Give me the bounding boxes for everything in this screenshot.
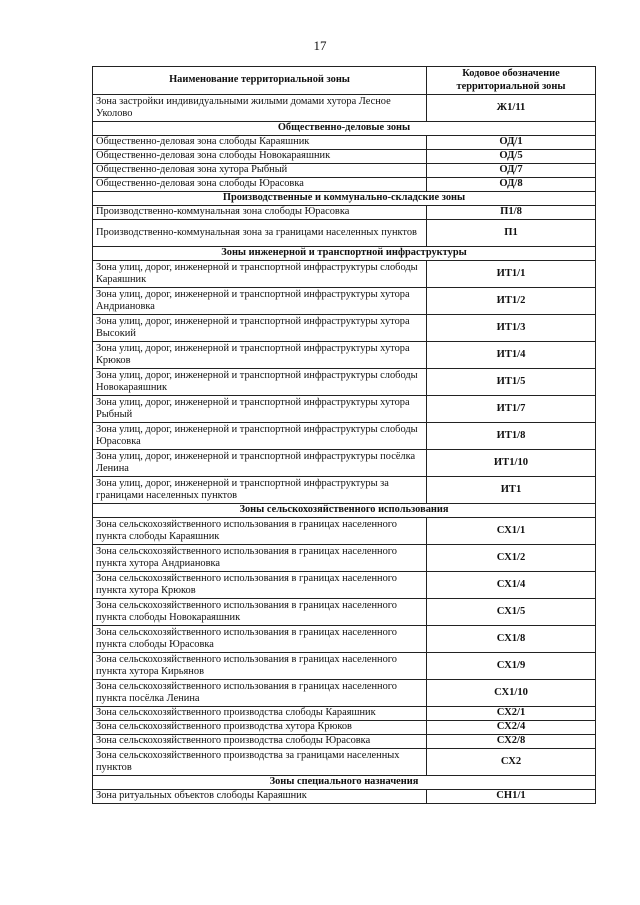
section-row — [93, 776, 596, 790]
table-header-row — [93, 67, 596, 95]
zone-code-cell: ИТ1/4 — [427, 342, 596, 369]
table-row — [93, 220, 596, 247]
zone-name-cell: Общественно-деловая зона слободы Караяшник — [93, 136, 427, 150]
zone-code-cell: ОД/7 — [427, 164, 596, 178]
zone-code-cell: СХ1/2 — [427, 545, 596, 572]
zone-name-cell: Общественно-деловая зона слободы Юрасовка — [93, 178, 427, 192]
zone-name-cell: Зона сельскохозяйственного использования в границах населенного пункта хутора Крюков — [93, 572, 427, 599]
section-row — [93, 504, 596, 518]
zone-name-cell: Зона сельскохозяйственного использования в границах населенного пункта слободы Караяшник — [93, 518, 427, 545]
zone-code-cell: ИТ1/5 — [427, 369, 596, 396]
section-title: Зоны сельскохозяйственного использования — [93, 504, 596, 518]
zone-name-cell: Зона улиц, дорог, инженерной и транспортной инфраструктуры хутора Высокий — [93, 315, 427, 342]
zone-name-cell: Зона сельскохозяйственного производства слободы Караяшник — [93, 707, 427, 721]
table-row — [93, 369, 596, 396]
zone-code-cell: ОД/1 — [427, 136, 596, 150]
zone-code-cell: СХ1/8 — [427, 626, 596, 653]
zone-code-cell: ИТ1 — [427, 477, 596, 504]
table-row — [93, 653, 596, 680]
zone-name-cell: Зона сельскохозяйственного использования в границах населенного пункта посёлка Ленина — [93, 680, 427, 707]
zone-code-cell: ИТ1/2 — [427, 288, 596, 315]
zone-name-cell: Зона улиц, дорог, инженерной и транспортной инфраструктуры за границами населенных пунктов — [93, 477, 427, 504]
header-zone-name: Наименование территориальной зоны — [93, 67, 427, 95]
table-row — [93, 450, 596, 477]
zone-name-cell: Зона улиц, дорог, инженерной и транспортной инфраструктуры хутора Рыбный — [93, 396, 427, 423]
table-row — [93, 164, 596, 178]
zone-code-cell: ИТ1/7 — [427, 396, 596, 423]
table-row — [93, 735, 596, 749]
zone-code-cell: СН1/1 — [427, 790, 596, 804]
section-title: Зоны инженерной и транспортной инфраструктуры — [93, 247, 596, 261]
zone-name-cell: Общественно-деловая зона слободы Новокараяшник — [93, 150, 427, 164]
table-row — [93, 518, 596, 545]
table-row — [93, 261, 596, 288]
table-row — [93, 95, 596, 122]
zone-name-cell: Зона сельскохозяйственного использования в границах населенного пункта слободы Новокараяшник — [93, 599, 427, 626]
table-row — [93, 136, 596, 150]
zone-name-cell: Производственно-коммунальная зона слободы Юрасовка — [93, 206, 427, 220]
zone-code-cell: СХ1/10 — [427, 680, 596, 707]
table-row — [93, 315, 596, 342]
zone-name-cell: Зона сельскохозяйственного производства за границами населенных пунктов — [93, 749, 427, 776]
table-row — [93, 178, 596, 192]
header-zone-code: Кодовое обозначение территориальной зоны — [427, 67, 596, 95]
zone-code-cell: ОД/5 — [427, 150, 596, 164]
zone-name-cell: Зона улиц, дорог, инженерной и транспортной инфраструктуры хутора Андриановка — [93, 288, 427, 315]
zone-name-cell: Зона улиц, дорог, инженерной и транспортной инфраструктуры слободы Новокараяшник — [93, 369, 427, 396]
table-row — [93, 477, 596, 504]
zone-name-cell: Зона сельскохозяйственного использования в границах населенного пункта хутора Кирьянов — [93, 653, 427, 680]
zone-code-cell: П1/8 — [427, 206, 596, 220]
section-title: Общественно-деловые зоны — [93, 122, 596, 136]
table-row — [93, 707, 596, 721]
table-row — [93, 545, 596, 572]
zone-name-cell: Зона сельскохозяйственного использования в границах населенного пункта хутора Андриановка — [93, 545, 427, 572]
zone-name-cell: Общественно-деловая зона хутора Рыбный — [93, 164, 427, 178]
table-row — [93, 342, 596, 369]
table-row — [93, 626, 596, 653]
table-row — [93, 680, 596, 707]
zone-name-cell: Зона улиц, дорог, инженерной и транспортной инфраструктуры посёлка Ленина — [93, 450, 427, 477]
zone-code-cell: СХ2/4 — [427, 721, 596, 735]
table-row — [93, 599, 596, 626]
zones-table-body — [93, 95, 596, 804]
zone-name-cell: Зона ритуальных объектов слободы Караяшник — [93, 790, 427, 804]
page-number: 17 — [313, 38, 327, 53]
table-row — [93, 790, 596, 804]
zone-code-cell: ИТ1/1 — [427, 261, 596, 288]
table-row — [93, 206, 596, 220]
zone-code-cell: Ж1/11 — [427, 95, 596, 122]
zone-name-cell: Производственно-коммунальная зона за границами населенных пунктов — [93, 220, 427, 247]
zone-code-cell: СХ2/1 — [427, 707, 596, 721]
table-row — [93, 396, 596, 423]
zone-code-cell: СХ2 — [427, 749, 596, 776]
table-row — [93, 721, 596, 735]
zone-name-cell: Зона сельскохозяйственного производства хутора Крюков — [93, 721, 427, 735]
zone-name-cell: Зона улиц, дорог, инженерной и транспортной инфраструктуры слободы Караяшник — [93, 261, 427, 288]
zone-name-cell: Зона сельскохозяйственного производства слободы Юрасовка — [93, 735, 427, 749]
section-row — [93, 247, 596, 261]
table-row — [93, 572, 596, 599]
section-row — [93, 122, 596, 136]
section-row — [93, 192, 596, 206]
zone-code-cell: П1 — [427, 220, 596, 247]
zone-code-cell: СХ1/4 — [427, 572, 596, 599]
table-row — [93, 423, 596, 450]
zone-code-cell: СХ2/8 — [427, 735, 596, 749]
zone-code-cell: ИТ1/3 — [427, 315, 596, 342]
zones-table — [92, 66, 596, 804]
section-title: Зоны специального назначения — [93, 776, 596, 790]
zone-name-cell: Зона сельскохозяйственного использования в границах населенного пункта слободы Юрасовка — [93, 626, 427, 653]
table-row — [93, 288, 596, 315]
zone-code-cell: СХ1/1 — [427, 518, 596, 545]
zone-code-cell: ОД/8 — [427, 178, 596, 192]
section-title: Производственные и коммунально-складские зоны — [93, 192, 596, 206]
zone-name-cell: Зона застройки индивидуальными жилыми домами хутора Лесное Уколово — [93, 95, 427, 122]
table-row — [93, 150, 596, 164]
zone-code-cell: СХ1/9 — [427, 653, 596, 680]
zone-code-cell: ИТ1/10 — [427, 450, 596, 477]
zone-name-cell: Зона улиц, дорог, инженерной и транспортной инфраструктуры хутора Крюков — [93, 342, 427, 369]
zone-code-cell: СХ1/5 — [427, 599, 596, 626]
zone-code-cell: ИТ1/8 — [427, 423, 596, 450]
table-row — [93, 749, 596, 776]
zone-name-cell: Зона улиц, дорог, инженерной и транспортной инфраструктуры слободы Юрасовка — [93, 423, 427, 450]
